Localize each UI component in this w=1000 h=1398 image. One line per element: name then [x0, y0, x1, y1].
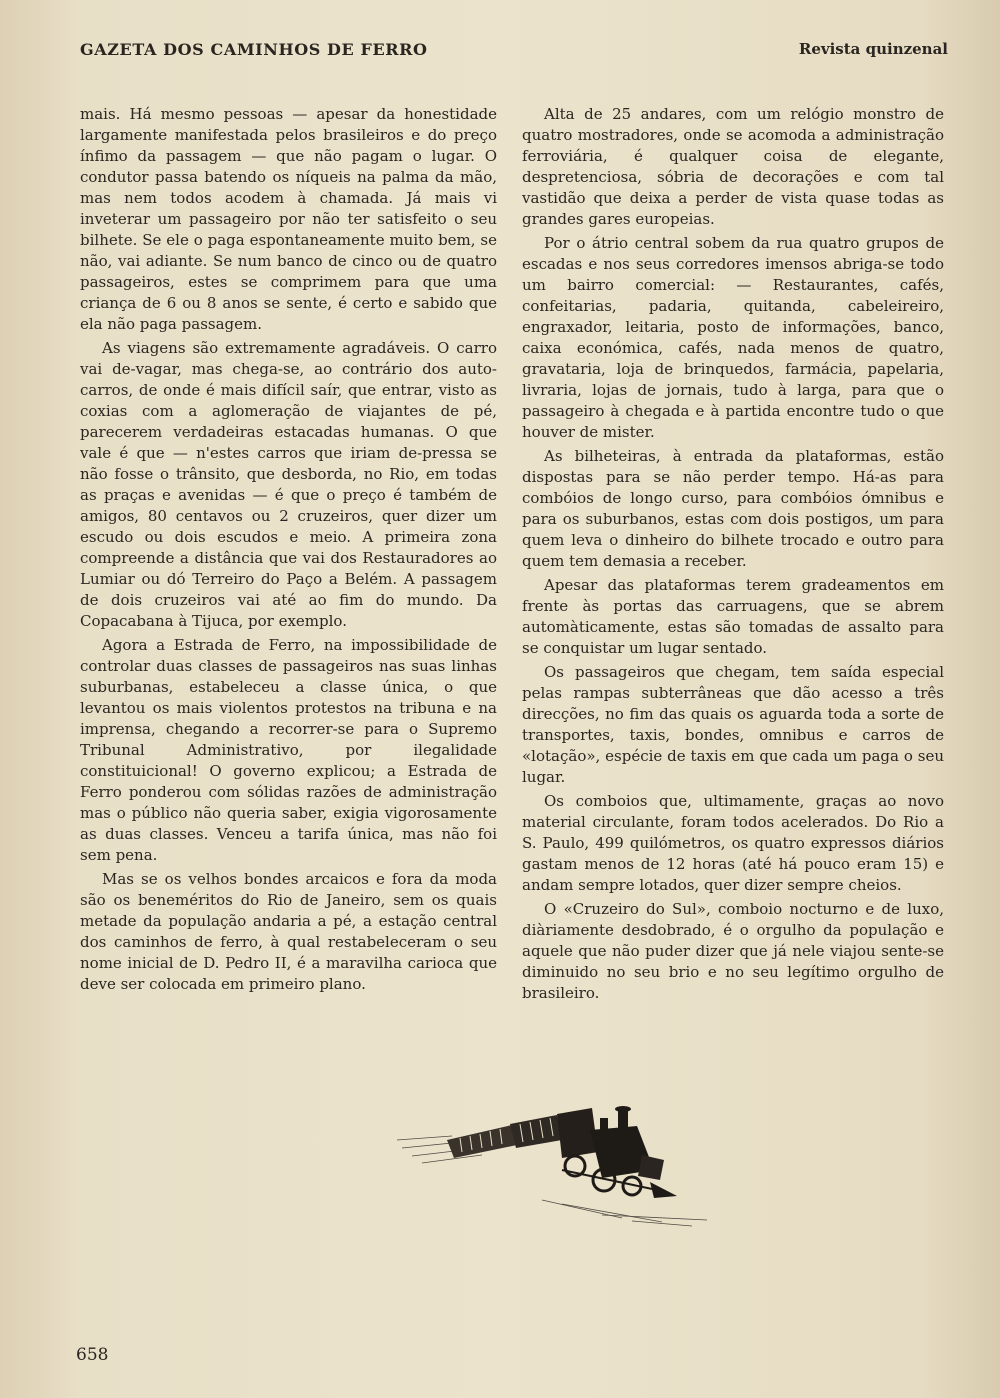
page-number: 658: [76, 1345, 109, 1365]
running-header: [80, 40, 948, 64]
paragraph: Alta de 25 andares, com um relógio monstro de quatro mostradores, onde se acomoda a administração ferroviária, é qualquer coisa de elegante, despretenciosa, sóbria de decorações e com tal vastidão que deixa a perder de vista quase todas as grandes gares europeias.: [522, 105, 944, 228]
paragraph: As viagens são extremamente agradáveis. O carro vai de-vagar, mas chega-se, ao contrário dos auto-carros, de onde é mais difícil saír, que entrar, visto as coxias com a aglomeração de viajantes de pé, parecerem verdadeiras estacadas humanas. O que vale é que — n'estes carros que iriam de-pressa se não fosse o trânsito, que desborda, no Rio, em todas as praças e avenidas — é que o preço é também de amigos, 80 centavos ou 2 cruzeiros, quer dizer um escudo ou dois escudos e meio. A primeira zona compreende a distância que vai dos Restauradores ao Lumiar ou dó Terreiro do Paço a Belém. A passagem de dois cruzeiros vai até ao fim do mundo. Da Copacabana à Tijuca, por exemplo.: [80, 339, 497, 630]
section-label: Revista quinzenal: [798, 40, 948, 58]
paragraph: Mas se os velhos bondes arcaicos e fora da moda são os beneméritos do Rio de Janeiro, sem os quais metade da população andaria a pé, a estação central dos caminhos de ferro, à qual restabeleceram o seu nome inicial de D. Pedro II, é a maravilha carioca que deve ser colocada em primeiro plano.: [80, 870, 497, 993]
paragraph: Os comboios que, ultimamente, graças ao novo material circulante, foram todos acelerados. Do Rio a S. Paulo, 499 quilómetros, os quatro expressos diários gastam menos de 12 horas (até há pouco eram 15) e andam sempre lotados, quer dizer sempre cheios.: [522, 792, 944, 894]
left-column: [80, 104, 497, 998]
right-column: [522, 104, 944, 1007]
paragraph: As bilheteiras, à entrada da plataformas, estão dispostas para se não perder tempo. Há-as para combóios de longo curso, para combóios ómnibus e para os suburbanos, estas com dois postigos, um para quem leva o dinheiro do bilhete trocado e outro para quem tem demasia a receber.: [522, 447, 944, 570]
journal-title: GAZETA DOS CAMINHOS DE FERRO: [80, 40, 428, 59]
paragraph: O «Cruzeiro do Sul», comboio nocturno e de luxo, diàriamente desdobrado, é o orgulho da população e aquele que não puder dizer que já nele viajou sente-se diminuido no seu brio e no seu legítimo orgulho de brasileiro.: [522, 900, 944, 1002]
paragraph: Por o átrio central sobem da rua quatro grupos de escadas e nos seus corredores imensos abriga-se todo um bairro comercial: — Restaurantes, cafés, confeitarias, padaria, quitanda, cabeleireiro, engraxador, leitaria, posto de informações, banco, caixa económica, cafés, nada menos de quatro, gravataria, loja de brinquedos, farmácia, papelaria, livraria, lojas de jornais, tudo à larga, para que o passageiro à chegada e à partida encontre tudo o que houver de mister.: [522, 234, 944, 441]
paragraph: mais. Há mesmo pessoas — apesar da honestidade largamente manifestada pelos brasileiros e do preço ínfimo da passagem — que não pagam o lugar. O condutor passa batendo os níqueis na palma da mão, mas nem todos acodem à chamada. Já mais vi inveterar um passageiro por não ter satisfeito o seu bilhete. Se ele o paga espontaneamente muito bem, se não, vai adiante. Se num banco de cinco ou de quatro passageiros, estes se comprimem para que uma criança de 6 ou 8 anos se sente, é certo e sabido que ela não paga passagem.: [80, 105, 497, 333]
paragraph: Os passageiros que chegam, tem saída especial pelas rampas subterrâneas que dão acesso a três direcções, no fim das quais os aguarda toda a sorte de transportes, taxis, bondes, omnibus e carros de «lotação», espécie de taxis em que cada um paga o seu lugar.: [522, 663, 944, 786]
steam-locomotive-engraving-icon: [392, 1100, 712, 1230]
paragraph: Apesar das plataformas terem gradeamentos em frente às portas das carruagens, que se abrem automàticamente, estas são tomadas de assalto para se conquistar um lugar sentado.: [522, 576, 944, 657]
paragraph: Agora a Estrada de Ferro, na impossibilidade de controlar duas classes de passageiros nas suas linhas suburbanas, estabeleceu a classe única, o que levantou os mais violentos protestos na tribuna e na imprensa, chegando a recorrer-se para o Supremo Tribunal Administrativo, por ilegalidade constituicional! O governo explicou; a Estrada de Ferro ponderou com sólidas razões de administração mas o público não queria saber, exigia vigorosamente as duas classes. Venceu a tarifa única, mas não foi sem pena.: [80, 636, 497, 864]
